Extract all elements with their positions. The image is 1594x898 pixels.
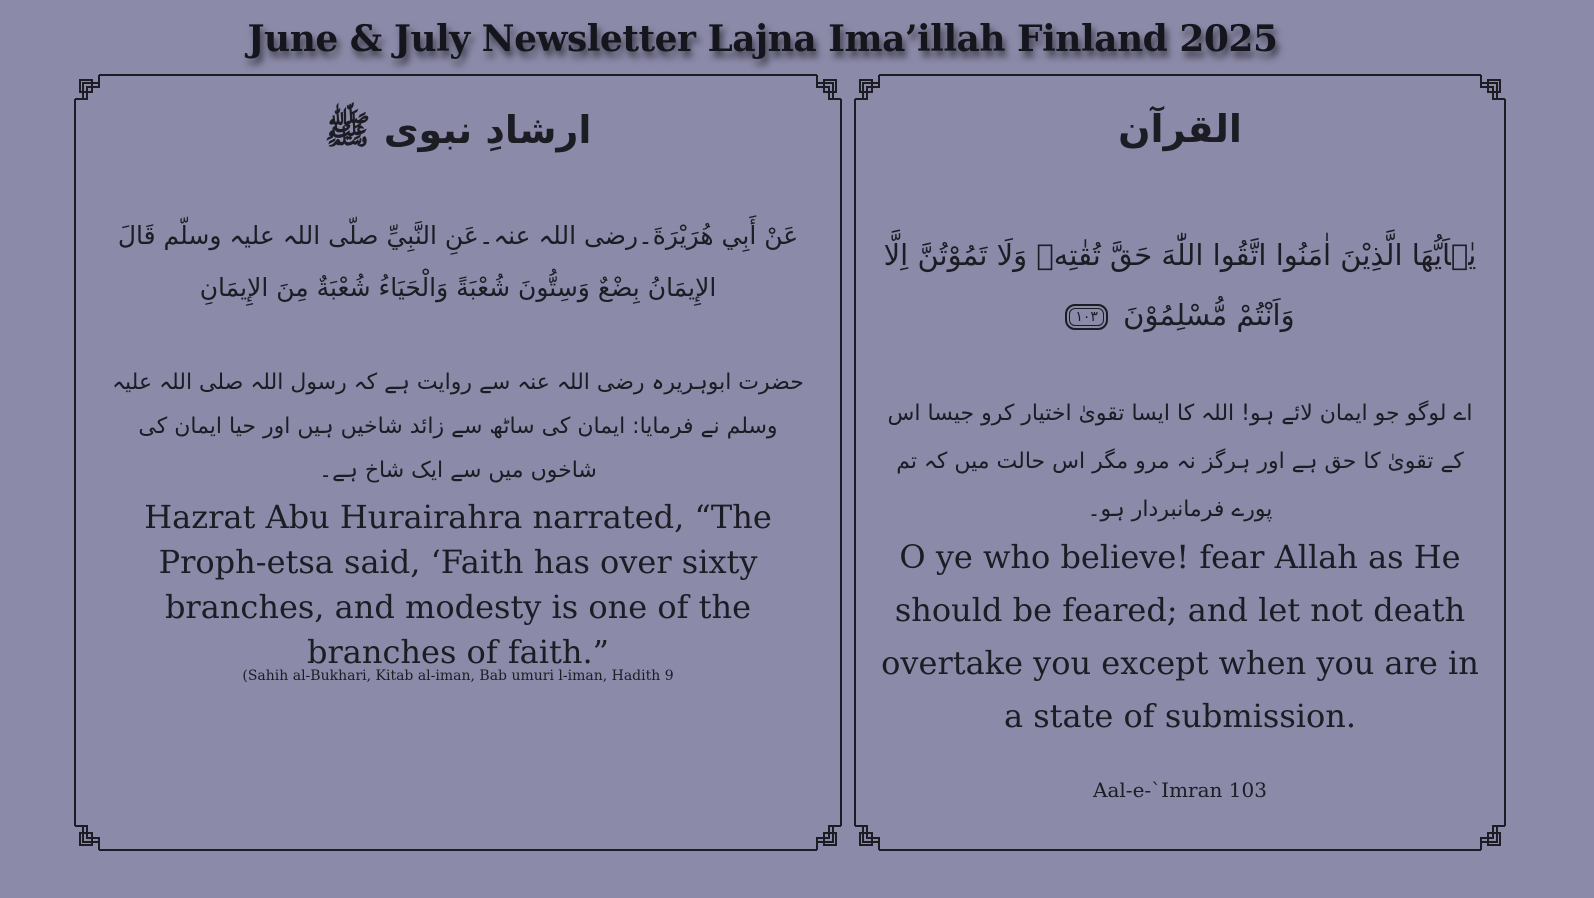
hadith-arabic-text: عَنْ أَبِي هُرَيْرَةَ۔رضی اللہ عنہ۔عَنِ النَّبِيِّ صلّی اللہ علیہ وسلّم قَالَ الإِيمَانُ بِضْعٌ وَسِتُّونَ شُعْبَةً وَالْحَيَاءُ شُعْبَةٌ مِنَ الإِيمَانِ (117, 221, 799, 302)
quran-urdu-translation: اے لوگو جو ایمان لائے ہو! اللہ کا ایسا تقویٰ اختیار کرو جیسا اس کے تقویٰ کا حق ہے اور ہرگز نہ مرو مگر اس حالت میں کہ تم پورے فرمانبردار ہو۔ (887, 401, 1473, 522)
hadith-urdu-translation: حضرت ابوہریرہ رضی اللہ عنہ سے روایت ہے کہ رسول اللہ صلی اللہ علیہ وسلم نے فرمایا: ایمان کی ساٹھ سے زائد شاخیں ہیں اور حیا ایمان کی شاخوں میں سے ایک شاخ ہے۔ (112, 370, 804, 483)
quran-reference: Aal-e-`Imran 103 (1093, 778, 1267, 802)
hadith-english-translation: Hazrat Abu Hurairahra narrated, “The Proph-etsa said, ‘Faith has over sixty branches, and modesty is one of the branches of faith.” (144, 498, 772, 671)
quran-panel (855, 75, 1505, 850)
hadith-reference: (Sahih al-Bukhari, Kitab al-iman, Bab umuri l-iman, Hadith 9 (242, 668, 674, 684)
hadith-panel (75, 75, 841, 850)
quran-english-translation: O ye who believe! fear Allah as He should be feared; and let not death overtake you except when you are in a state of submission. (881, 538, 1479, 735)
quran-arabic-verse (875, 225, 1485, 345)
quran-arabic-text: يٰۤاَيُّهَا الَّذِيْنَ اٰمَنُوا اتَّقُوا اللّٰهَ حَقَّ تُقٰتِهٖ وَلَا تَمُوْتُنَّ اِلَّا وَاَنْتُمْ مُّسْلِمُوْنَ (883, 238, 1477, 332)
newsletter-title: June & July Newsletter Lajna Ima’illah Finland 2025 (247, 18, 1278, 60)
quran-heading: القرآن (1118, 107, 1242, 151)
ayah-number-mark: ١٠٣ (1065, 304, 1108, 330)
hadith-heading: ارشادِ نبوی ﷺ (324, 108, 592, 152)
